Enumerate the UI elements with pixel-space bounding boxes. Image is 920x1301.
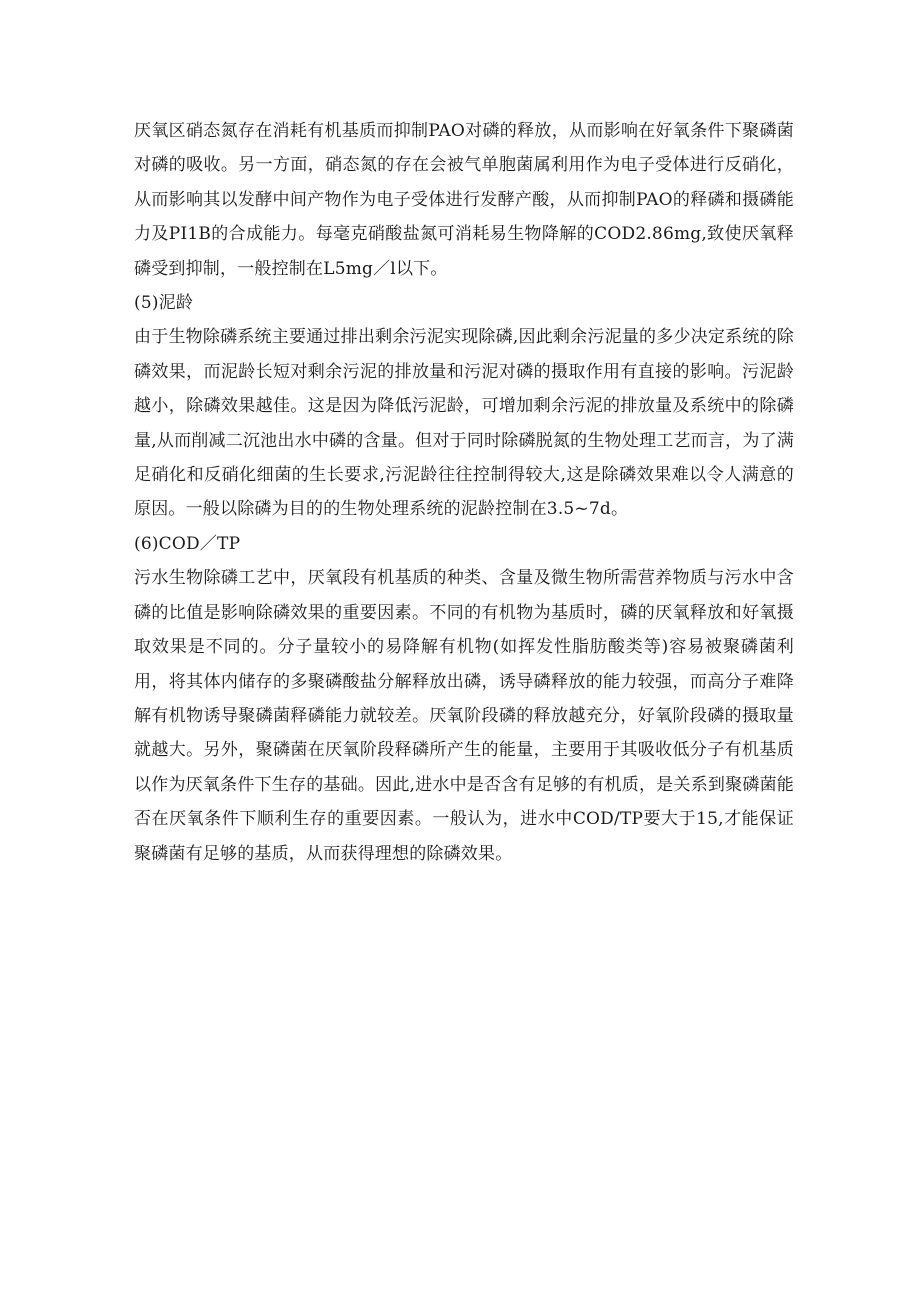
paragraph-sludge-age: 由于生物除磷系统主要通过排出剩余污泥实现除磷,因此剩余污泥量的多少决定系统的除磷效果，而泥龄长短对剩余污泥的排放量和污泥对磷的摄取作用有直接的影响。污泥龄越小，除磷效果越佳。这是因为降低污泥龄，可增加剩余污泥的排放量及系统中的除磷量,从而削减二沉池出水中磷的含量。但对于同时除磷脱氮的生物处理工艺而言，为了满足硝化和反硝化细菌的生长要求,污泥龄往往控制得较大,这是除磷效果难以令人满意的原因。一般以除磷为目的的生物处理系统的泥龄控制在3.5~7d。 (134, 327, 794, 520)
paragraph-cod-tp: 污水生物除磷工艺中，厌氧段有机基质的种类、含量及微生物所需营养物质与污水中含磷的比值是影响除磷效果的重要因素。不同的有机物为基质时，磷的厌氧释放和好氧摄取效果是不同的。分子量较小的易降解有机物(如挥发性脂肪酸类等)容易被聚磷菌利用，将其体内储存的多聚磷酸盐分解释放出磷，诱导磷释放的能力较强，而高分子难降解有机物诱导聚磷菌释磷能力就较差。厌氧阶段磷的释放越充分，好氧阶段磷的摄取量就越大。另外，聚磷菌在厌氧阶段释磷所产生的能量，主要用于其吸收低分子有机基质以作为厌氧条件下生存的基础。因此,进水中是否含有足够的有机质，是关系到聚磷菌能否在厌氧条件下顺利生存的重要因素。一般认为，进水中COD/TP要大于15,才能保证聚磷菌有足够的基质，从而获得理想的除磷效果。 (134, 568, 794, 864)
section-heading-cod-tp: (6)COD／TP (134, 533, 241, 554)
document-body (134, 114, 794, 871)
section-heading-sludge-age: (5)泥龄 (134, 293, 194, 314)
paragraph-nitrate-effect: 厌氧区硝态氮存在消耗有机基质而抑制PAO对磷的释放，从而影响在好氧条件下聚磷菌对磷的吸收。另一方面，硝态氮的存在会被气单胞菌属利用作为电子受体进行反硝化，从而影响其以发酵中间产物作为电子受体进行发酵产酸，从而抑制PAO的释磷和摄磷能力及PI1B的合成能力。每毫克硝酸盐氮可消耗易生物降解的COD2.86mg,致使厌氧释磷受到抑制，一般控制在L5mg／l以下。 (134, 121, 794, 279)
